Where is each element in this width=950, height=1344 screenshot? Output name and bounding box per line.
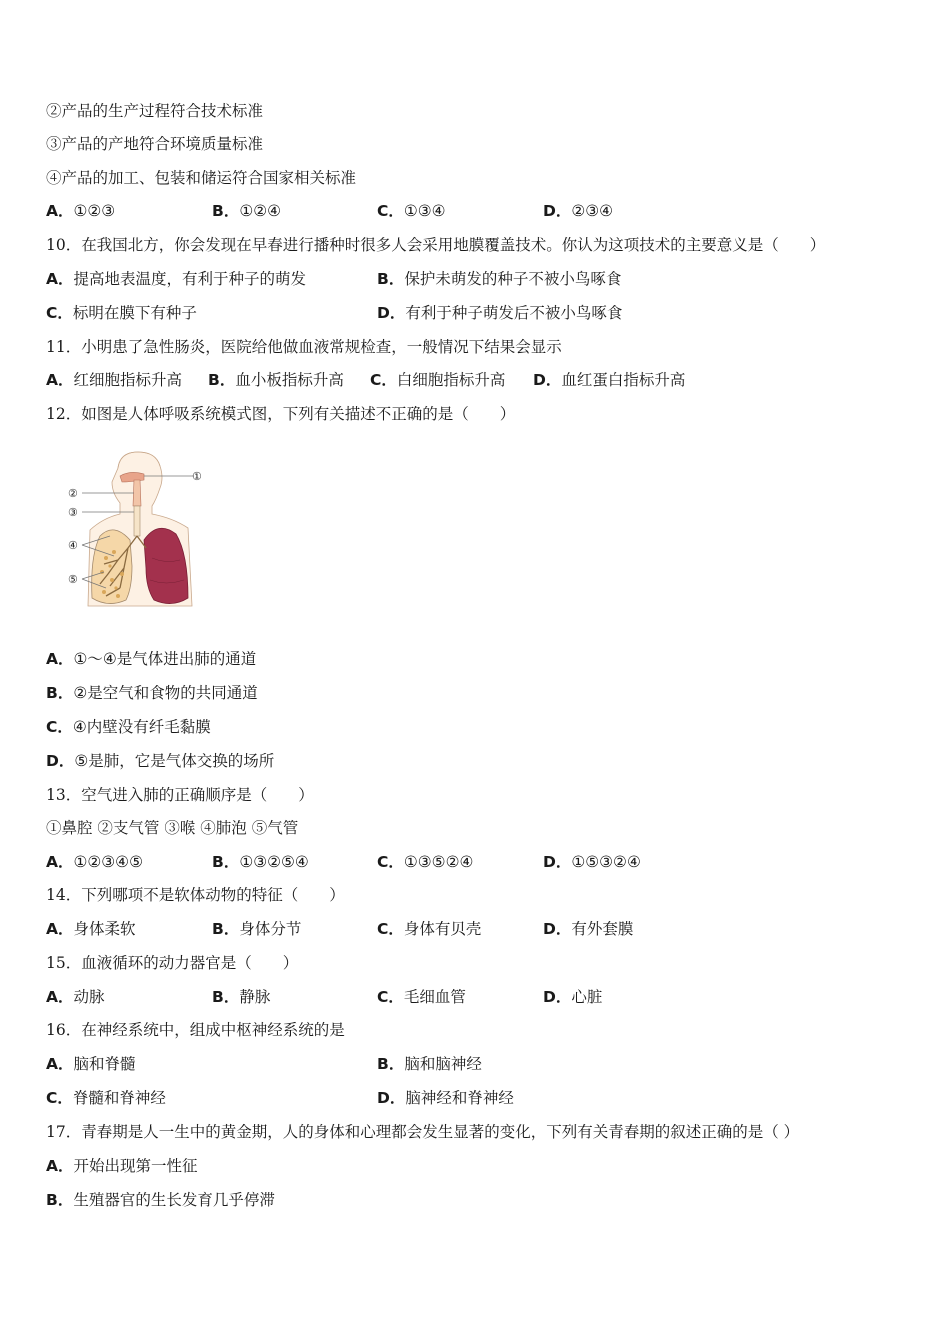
q17-stem: 17．青春期是人一生中的黄金期，人的身体和心理都会发生显著的变化，下列有关青春期的叙述正确的是（ ） (46, 1123, 800, 1141)
q16-option-d[interactable]: D．脑神经和脊神经 (377, 1089, 514, 1107)
q16-stem: 16．在神经系统中，组成中枢神经系统的是 (46, 1021, 345, 1039)
q10-option-b[interactable]: B．保护未萌发的种子不被小鸟啄食 (377, 270, 622, 288)
q13-stem: 13．空气进入肺的正确顺序是（ ） (46, 786, 314, 804)
q15-option-b[interactable]: B．静脉 (212, 988, 271, 1006)
q16-option-a[interactable]: A．脑和脊髓 (46, 1055, 136, 1073)
q12-option-c[interactable]: C．④内壁没有纤毛黏膜 (46, 718, 211, 736)
q14-option-c[interactable]: C．身体有贝壳 (377, 920, 482, 938)
diagram-label-4: ④ (68, 539, 78, 552)
q17-option-b[interactable]: B．生殖器官的生长发育几乎停滞 (46, 1191, 275, 1209)
q10-option-d[interactable]: D．有利于种子萌发后不被小鸟啄食 (377, 304, 623, 322)
q10-option-a[interactable]: A．提高地表温度，有利于种子的萌发 (46, 270, 307, 288)
q10-option-c[interactable]: C．标明在膜下有种子 (46, 304, 197, 322)
q13-option-c[interactable]: C．①③⑤②④ (377, 853, 474, 871)
q9-item-3: ③产品的产地符合环境质量标准 (46, 135, 264, 153)
q12-option-b[interactable]: B．②是空气和食物的共同通道 (46, 684, 258, 702)
respiratory-system-diagram (48, 448, 238, 623)
diagram-label-1: ① (192, 470, 202, 483)
q9-option-d[interactable]: D．②③④ (543, 202, 614, 220)
diagram-label-2: ② (68, 487, 78, 500)
q15-stem: 15．血液循环的动力器官是（ ） (46, 954, 299, 972)
q14-option-a[interactable]: A．身体柔软 (46, 920, 136, 938)
q13-option-d[interactable]: D．①⑤③②④ (543, 853, 641, 871)
q11-option-c[interactable]: C．白细胞指标升高 (370, 371, 506, 389)
q15-option-c[interactable]: C．毛细血管 (377, 988, 466, 1006)
q14-option-d[interactable]: D．有外套膜 (543, 920, 634, 938)
q12-option-d[interactable]: D．⑤是肺，它是气体交换的场所 (46, 752, 275, 770)
q9-option-b[interactable]: B．①②④ (212, 202, 282, 220)
q11-option-b[interactable]: B．血小板指标升高 (208, 371, 344, 389)
q13-items: ①鼻腔 ②支气管 ③喉 ④肺泡 ⑤气管 (46, 819, 299, 837)
q12-stem: 12．如图是人体呼吸系统模式图，下列有关描述不正确的是（ ） (46, 405, 516, 423)
q16-option-c[interactable]: C．脊髓和脊神经 (46, 1089, 166, 1107)
diagram-label-3: ③ (68, 506, 78, 519)
q12-option-a[interactable]: A．①～④是气体进出肺的通道 (46, 650, 257, 668)
q10-stem: 10．在我国北方，你会发现在早春进行播种时很多人会采用地膜覆盖技术。你认为这项技术的主要意义是（ ） (46, 236, 826, 254)
q11-option-a[interactable]: A．红细胞指标升高 (46, 371, 183, 389)
q9-option-a[interactable]: A．①②③ (46, 202, 116, 220)
q15-option-d[interactable]: D．心脏 (543, 988, 603, 1006)
q11-option-d[interactable]: D．血红蛋白指标升高 (533, 371, 686, 389)
q14-option-b[interactable]: B．身体分节 (212, 920, 302, 938)
respiratory-system-svg (48, 448, 238, 623)
diagram-label-5: ⑤ (68, 573, 78, 586)
q15-option-a[interactable]: A．动脉 (46, 988, 105, 1006)
q16-option-b[interactable]: B．脑和脑神经 (377, 1055, 482, 1073)
q17-option-a[interactable]: A．开始出现第一性征 (46, 1157, 198, 1175)
q9-option-c[interactable]: C．①③④ (377, 202, 446, 220)
q9-item-2: ②产品的生产过程符合技术标准 (46, 102, 264, 120)
q13-option-a[interactable]: A．①②③④⑤ (46, 853, 143, 871)
q9-item-4: ④产品的加工、包装和储运符合国家相关标准 (46, 169, 357, 187)
q13-option-b[interactable]: B．①③②⑤④ (212, 853, 309, 871)
q11-stem: 11．小明患了急性肠炎，医院给他做血液常规检查，一般情况下结果会显示 (46, 338, 562, 356)
q14-stem: 14．下列哪项不是软体动物的特征（ ） (46, 886, 345, 904)
